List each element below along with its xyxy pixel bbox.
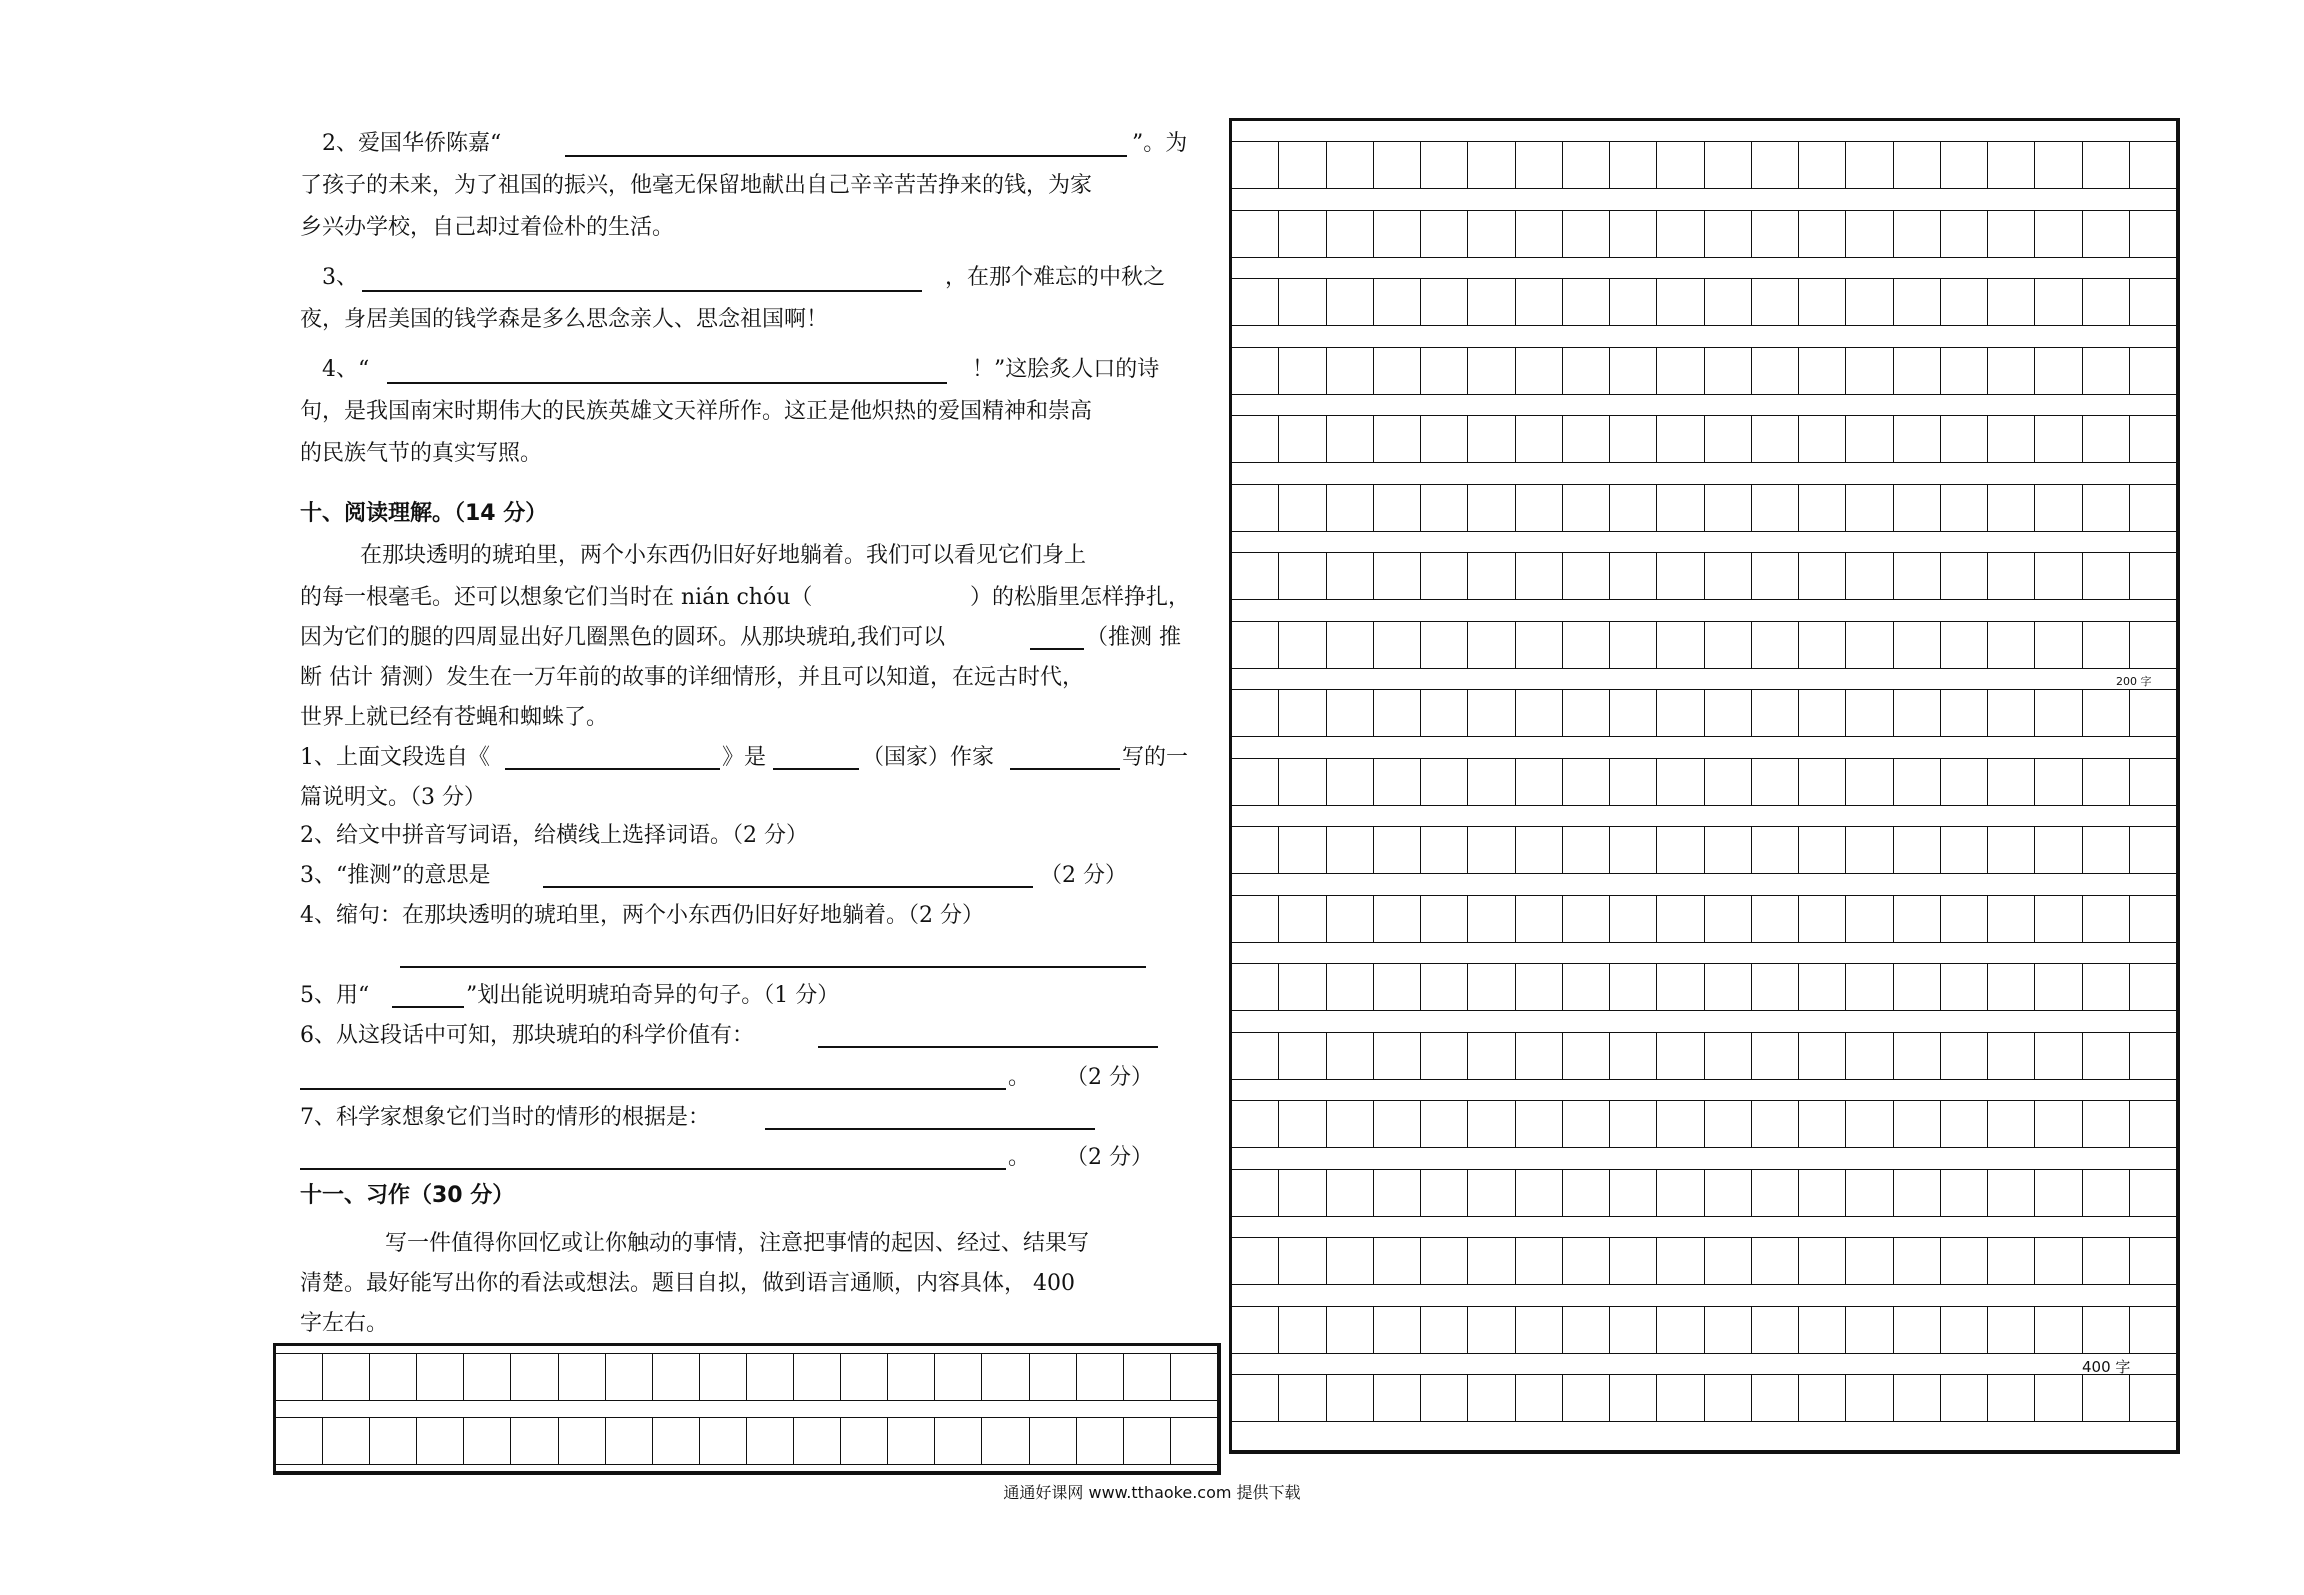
grid-row[interactable]: [1232, 1100, 2176, 1148]
s10-q1-country-blank[interactable]: [773, 768, 859, 770]
s10-q3-b: （2 分）: [1040, 863, 1127, 888]
q2-line2: 了孩子的未来，为了祖国的振兴，他毫无保留地献出自己辛辛苦苦挣来的钱，为家: [300, 173, 1093, 198]
s10-q4-blank[interactable]: [400, 966, 1146, 968]
grid-row[interactable]: [276, 1417, 1217, 1465]
s11-line3: 字左右。: [300, 1311, 389, 1336]
grid-marker-200: 200 字: [2116, 675, 2152, 688]
s10-q6-end: 。: [1008, 1065, 1031, 1090]
q4-line3: 的民族气节的真实写照。: [300, 441, 543, 466]
passage-word-blank[interactable]: [1030, 648, 1084, 650]
section11-title: 十一、习作（30 分）: [300, 1183, 515, 1208]
s10-q1-title-blank[interactable]: [505, 768, 720, 770]
grid-row[interactable]: [1232, 895, 2176, 943]
passage-line3b: （推测 推: [1086, 625, 1181, 650]
q4-start: 4、“: [322, 357, 370, 382]
s10-q6-blank-2[interactable]: [300, 1088, 1006, 1090]
s10-q2: 2、给文中拼音写词语，给横线上选择词语。（2 分）: [300, 823, 808, 848]
q4-line2: 句，是我国南宋时期伟大的民族英雄文天祥所作。这正是他炽热的爱国精神和崇高: [300, 399, 1093, 424]
passage-line2a: 的每一根毫毛。还可以想象它们当时在 nián chóu（: [300, 585, 813, 610]
grid-row[interactable]: [1232, 1306, 2176, 1354]
s10-q7-blank-2[interactable]: [300, 1168, 1006, 1170]
grid-row[interactable]: [276, 1353, 1217, 1401]
section10-title: 十、阅读理解。（14 分）: [300, 501, 548, 526]
passage-line5: 世界上就已经有苍蝇和蜘蛛了。: [300, 705, 609, 730]
q2-line3: 乡兴办学校，自己却过着俭朴的生活。: [300, 215, 675, 240]
s10-q4: 4、缩句：在那块透明的琥珀里，两个小东西仍旧好好地躺着。（2 分）: [300, 903, 984, 928]
q3-end: ，在那个难忘的中秋之: [945, 265, 1166, 290]
grid-row[interactable]: [1232, 141, 2176, 189]
grid-row[interactable]: [1232, 347, 2176, 395]
q2-start: 2、爱国华侨陈嘉“: [322, 131, 502, 156]
s10-q5-blank[interactable]: [392, 1006, 464, 1008]
s10-q1-c: （国家）作家: [862, 745, 995, 770]
q3-answer-blank[interactable]: [362, 290, 922, 292]
grid-row[interactable]: [1232, 826, 2176, 874]
grid-row[interactable]: [1232, 1374, 2176, 1422]
s10-q6-score: （2 分）: [1066, 1065, 1153, 1090]
s10-q6-a: 6、从这段话中可知，那块琥珀的科学价值有：: [300, 1023, 754, 1048]
grid-row[interactable]: [1232, 484, 2176, 532]
s10-q1-author-blank[interactable]: [1010, 768, 1120, 770]
s10-q7-end: 。: [1008, 1145, 1031, 1170]
s10-q7-score: （2 分）: [1066, 1145, 1153, 1170]
passage-line1: 在那块透明的琥珀里，两个小东西仍旧好好地躺着。我们可以看见它们身上: [360, 543, 1087, 568]
s10-q7-blank-1[interactable]: [765, 1128, 1095, 1130]
s10-q1-a: 1、上面文段选自《: [300, 745, 490, 770]
essay-grid-right[interactable]: [1229, 118, 2180, 1454]
grid-row[interactable]: [1232, 621, 2176, 669]
grid-row[interactable]: [1232, 1169, 2176, 1217]
grid-row[interactable]: [1232, 689, 2176, 737]
q4-end: ！”这脍炙人口的诗: [972, 357, 1160, 382]
s10-q1-b: 》是: [722, 745, 767, 770]
passage-line4: 断 估计 猜测）发生在一万年前的故事的详细情形，并且可以知道，在远古时代，: [300, 665, 1084, 690]
q4-answer-blank[interactable]: [387, 382, 947, 384]
grid-row[interactable]: [1232, 552, 2176, 600]
essay-grid-left[interactable]: [273, 1343, 1221, 1475]
q3-line2: 夜，身居美国的钱学森是多么思念亲人、思念祖国啊！: [300, 307, 829, 332]
s11-line1: 写一件值得你回忆或让你触动的事情，注意把事情的起因、经过、结果写: [385, 1231, 1090, 1256]
s10-q3-blank[interactable]: [543, 886, 1033, 888]
q2-answer-blank[interactable]: [565, 155, 1127, 157]
s10-q3-a: 3、“推测”的意思是: [300, 863, 491, 888]
footer-download-note: 通通好课网 www.tthaoke.com 提供下载: [1003, 1483, 1301, 1502]
passage-line3a: 因为它们的腿的四周显出好几圈黑色的圆环。从那块琥珀,我们可以: [300, 625, 945, 650]
grid-row[interactable]: [1232, 278, 2176, 326]
s10-q5-b: ”划出能说明琥珀奇异的句子。（1 分）: [466, 983, 840, 1008]
grid-row[interactable]: [1232, 963, 2176, 1011]
s10-q5-a: 5、用“: [300, 983, 370, 1008]
grid-row[interactable]: [1232, 415, 2176, 463]
grid-row[interactable]: [1232, 1237, 2176, 1285]
q2-end: ”。为: [1132, 131, 1188, 156]
s10-q1-d: 写的一: [1122, 745, 1189, 770]
passage-line2b: ）的松脂里怎样挣扎，: [970, 585, 1191, 610]
grid-row[interactable]: [1232, 1032, 2176, 1080]
q3-start: 3、: [322, 265, 358, 290]
s10-q6-blank-1[interactable]: [818, 1046, 1158, 1048]
grid-row[interactable]: [1232, 758, 2176, 806]
s10-q7-a: 7、科学家想象它们当时的情形的根据是：: [300, 1105, 710, 1130]
grid-marker-400: 400 字: [2082, 1358, 2131, 1376]
s11-line2: 清楚。最好能写出你的看法或想法。题目自拟，做到语言通顺，内容具体， 400: [300, 1271, 1075, 1296]
s10-q1-line2: 篇说明文。（3 分）: [300, 785, 486, 810]
grid-row[interactable]: [1232, 210, 2176, 258]
